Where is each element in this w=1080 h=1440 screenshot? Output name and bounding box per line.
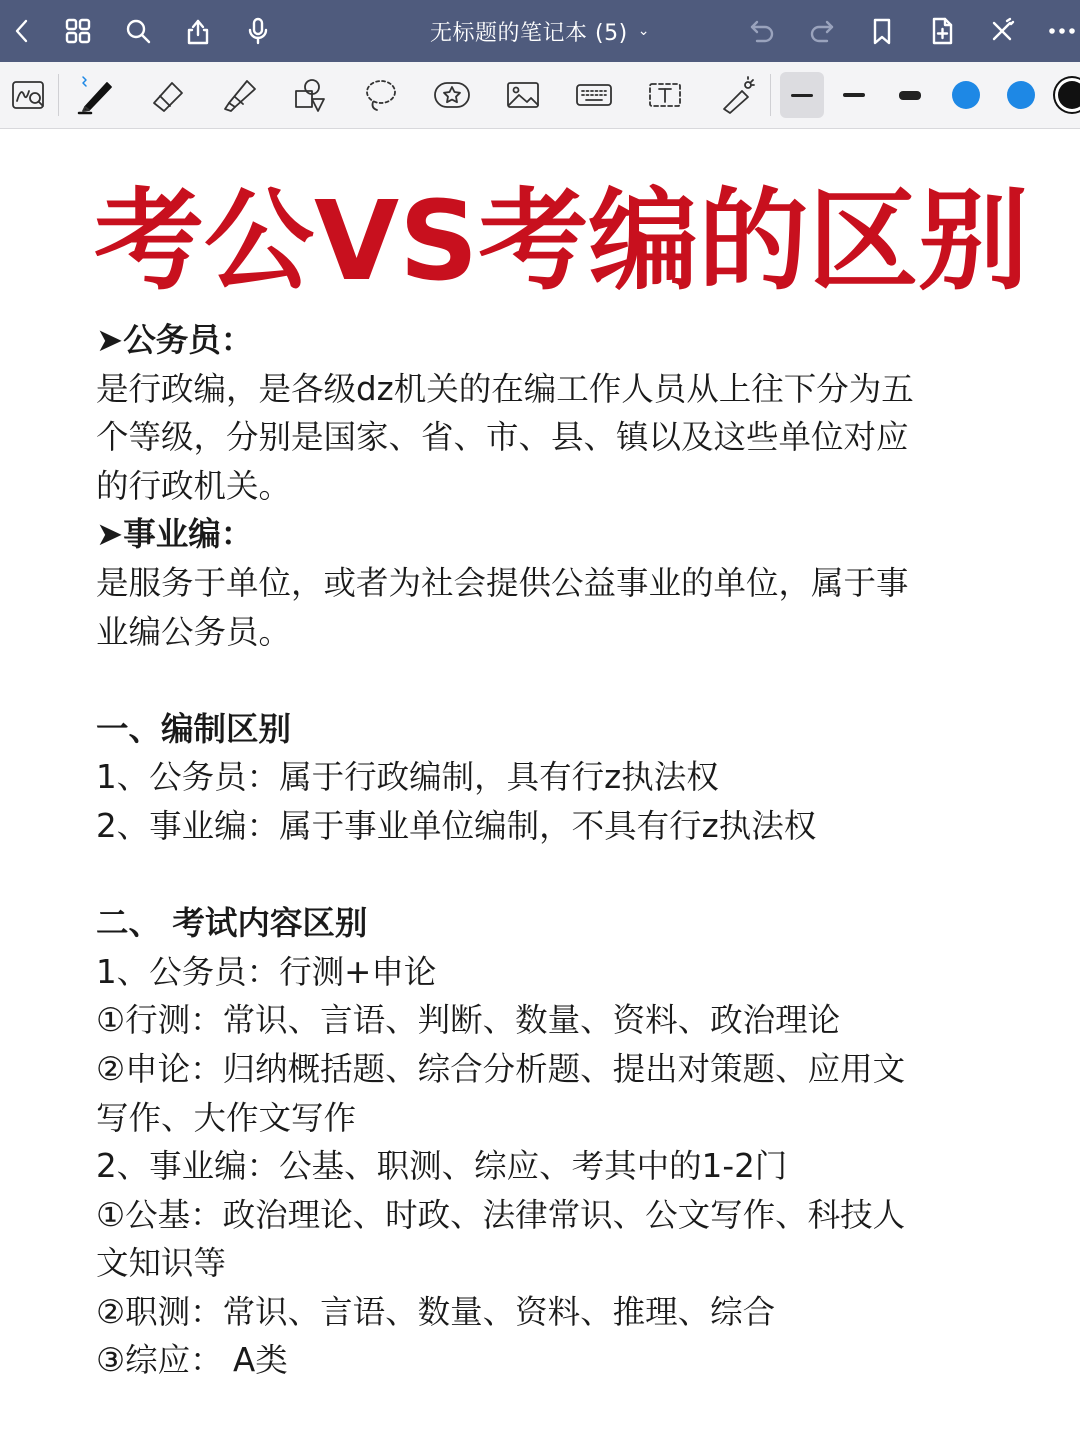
- share-icon[interactable]: [170, 0, 226, 62]
- bookmark-icon[interactable]: [854, 0, 910, 62]
- more-icon[interactable]: [1034, 0, 1080, 62]
- section-heading: 一、编制区别: [96, 709, 292, 748]
- microphone-icon[interactable]: [230, 0, 286, 62]
- redo-icon[interactable]: [794, 0, 850, 62]
- handwriting-search-icon[interactable]: [0, 62, 60, 128]
- add-page-icon[interactable]: [914, 0, 970, 62]
- pen-icon[interactable]: [66, 62, 128, 128]
- note-body: [96, 316, 976, 1385]
- note-text-line: 写作、大作文写作: [96, 1098, 357, 1137]
- toolbar-divider: [58, 74, 59, 116]
- note-text-line: ③综应： A类: [96, 1341, 288, 1380]
- laser-pointer-icon[interactable]: [705, 62, 767, 128]
- toolbar-divider: [770, 74, 771, 116]
- back-icon[interactable]: [0, 0, 50, 62]
- notebook-title[interactable]: [360, 0, 720, 62]
- note-text-line: 是服务于单位，或者为社会提供公益事业的单位，属于事: [96, 563, 909, 602]
- color-swatch-black[interactable]: [1058, 81, 1080, 109]
- stroke-width-medium[interactable]: [832, 72, 876, 118]
- note-text-line: 个等级，分别是国家、省、市、县、镇以及这些单位对应: [96, 418, 909, 457]
- close-icon[interactable]: [974, 0, 1030, 62]
- image-icon[interactable]: [492, 62, 554, 128]
- lasso-icon[interactable]: [350, 62, 412, 128]
- note-text-line: 的行政机关。: [96, 466, 292, 505]
- keyboard-icon[interactable]: [563, 62, 625, 128]
- note-text-line: 1、公务员：行测+申论: [96, 952, 437, 991]
- note-text-line: 2、事业编：公基、职测、综应、考其中的1-2门: [96, 1147, 788, 1186]
- color-swatch-blue-2[interactable]: [1007, 81, 1035, 109]
- note-text-line: ②申论：归纳概括题、综合分析题、提出对策题、应用文: [96, 1049, 906, 1088]
- undo-icon[interactable]: [734, 0, 790, 62]
- note-text-line: ①行测：常识、言语、判断、数量、资料、政治理论: [96, 1001, 841, 1040]
- stroke-width-thin[interactable]: [780, 72, 824, 118]
- page-title: 考公VS考编的区别: [94, 177, 1029, 305]
- blank-line: [96, 851, 976, 900]
- sticker-icon[interactable]: [421, 62, 483, 128]
- note-text-line: 文知识等: [96, 1244, 227, 1283]
- note-text-line: ②职测：常识、言语、数量、资料、推理、综合: [96, 1292, 776, 1331]
- note-text-line: 是行政编，是各级dz机关的在编工作人员从上往下分为五: [96, 369, 914, 408]
- grid-icon[interactable]: [50, 0, 106, 62]
- section-heading: ➤事业编：: [96, 515, 254, 554]
- blank-line: [96, 656, 976, 705]
- color-swatch-blue[interactable]: [952, 81, 980, 109]
- stroke-width-thick[interactable]: [888, 72, 932, 118]
- search-icon[interactable]: [110, 0, 166, 62]
- shapes-icon[interactable]: [279, 62, 341, 128]
- highlighter-icon[interactable]: [208, 62, 270, 128]
- section-heading: 二、 考试内容区别: [96, 904, 368, 943]
- note-text-line: ①公基：政治理论、时政、法律常识、公文写作、科技人: [96, 1195, 906, 1234]
- drawing-toolbar: [0, 62, 1080, 129]
- section-heading: ➤公务员：: [96, 321, 254, 359]
- notebook-title-text: 无标题的笔记本 (5): [430, 20, 628, 46]
- note-text-line: 业编公务员。: [96, 612, 292, 651]
- eraser-icon[interactable]: [137, 62, 199, 128]
- note-text-line: 1、公务员：属于行政编制，具有行z执法权: [96, 758, 719, 797]
- text-icon[interactable]: [634, 62, 696, 128]
- note-text-line: 2、事业编：属于事业单位编制，不具有行z执法权: [96, 806, 817, 845]
- chevron-down-icon: ⌄: [637, 23, 650, 39]
- top-navigation-bar: [0, 0, 1080, 62]
